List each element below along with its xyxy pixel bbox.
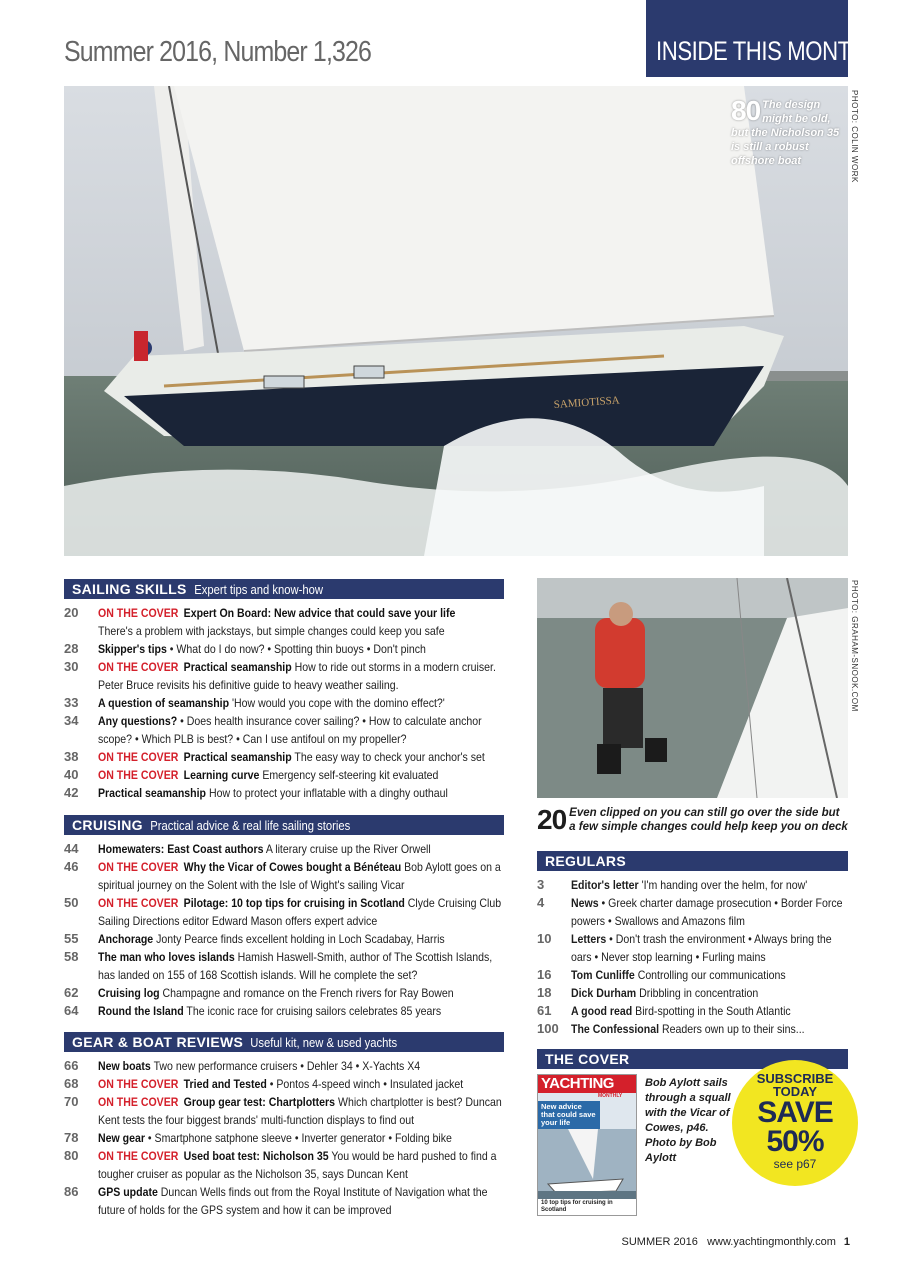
page-number: 64 [64,1003,79,1018]
page-number: 30 [64,659,79,674]
section-title: CRUISING [72,817,143,833]
entry-desc: • Does health insurance cover sailing? • How to calculate anchor scope? • Which PLB is best? • Can I use antifoul on my propeller? [98,714,482,746]
badge-today: TODAY [772,1084,818,1099]
badge-page-ref: see p67 [773,1157,817,1171]
toc-entry[interactable] [64,766,508,784]
page-number: 70 [64,1094,79,1109]
footer-text: SUMMER 2016 www.yachtingmonthly.com [621,1236,836,1248]
entry-title: Any questions? [98,714,178,728]
subscribe-badge[interactable] [732,1060,858,1186]
cover-thumbnail[interactable] [537,1074,637,1216]
page-number: 78 [64,1130,79,1145]
entry-desc: Hamish Haswell-Smith, author of The Scottish Islands, has landed on 155 of 168 Scottish islands. Will he complete the set? [98,950,493,982]
cover-illustration [538,1129,636,1199]
entry-desc: Duncan Wells finds out from the Royal Institute of Navigation what the future of holds for the GPS system and how it can be improved [98,1185,488,1217]
toc-entry[interactable] [64,894,508,930]
toc-entry[interactable] [64,840,508,858]
entry-title: Tried and Tested [183,1077,267,1091]
toc-entry[interactable] [537,930,849,966]
entry-desc: Champagne and romance on the French rivers for Ray Bowen [162,986,454,1000]
page-number: 28 [64,641,79,656]
entry-desc: How to protect your inflatable with a dinghy outhaul [208,786,448,800]
on-the-cover-tag: ON THE COVER [98,660,179,674]
page-footer [622,1236,851,1248]
toc-entry[interactable] [537,876,849,894]
entry-title: Round the Island [98,1004,184,1018]
toc-entry[interactable] [537,1020,849,1038]
badge-subscribe: SUBSCRIBE [756,1071,834,1086]
entry-title: Used boat test: Nicholson 35 [183,1149,329,1163]
page-number: 44 [64,841,79,856]
entry-title: Letters [571,932,607,946]
toc-entry[interactable] [64,712,508,748]
page-number: 40 [64,767,79,782]
entry-desc: • Pontos 4-speed winch • Insulated jacket [266,1077,464,1091]
on-the-cover-tag: ON THE COVER [98,606,179,620]
toc-entry[interactable] [64,984,508,1002]
entry-title: Practical seamanship [183,660,292,674]
page-number: 4 [537,895,545,910]
entry-title: Dick Durham [571,986,637,1000]
section-subtitle: Practical advice & real life sailing stories [150,819,351,833]
page-number: 33 [64,695,79,710]
page-number: 46 [64,859,79,874]
entry-title: Group gear test: Chartplotters [183,1095,336,1109]
skills-caption-page: 20 [537,804,567,835]
entry-desc: • Don't trash the environment • Always bring the oars • Never stop learning • Furling mains [571,932,832,964]
entry-title: Practical seamanship [183,750,292,764]
page-number: 18 [537,985,552,1000]
boat-name: SAMIOTISSA [553,394,621,411]
entry-title: Cruising log [98,986,160,1000]
section-title: GEAR & BOAT REVIEWS [72,1034,244,1050]
entry-title: A good read [571,1004,633,1018]
entry-desc: Jonty Pearce finds excellent holding in Loch Scadabay, Harris [156,932,445,946]
toc-entry[interactable] [64,1075,508,1093]
entry-title: Tom Cunliffe [571,968,635,982]
entry-desc: • Smartphone satphone sleeve • Inverter generator • Folding bike [144,1131,452,1145]
entry-title: Why the Vicar of Cowes bought a Bénéteau [183,860,402,874]
badge-percent: 50% [766,1125,824,1158]
toc-entry[interactable] [64,640,508,658]
page-number: 80 [64,1148,79,1163]
toc-entry[interactable] [537,966,849,984]
page-number: 61 [537,1003,552,1018]
badge-save: SAVE [757,1096,833,1129]
page-number: 55 [64,931,79,946]
entry-desc: 'How would you cope with the domino effect?' [231,696,445,710]
page-number: 3 [537,877,545,892]
page-number: 20 [64,605,79,620]
entry-desc: Readers own up to their sins... [661,1022,805,1036]
on-the-cover-tag: ON THE COVER [98,750,179,764]
on-the-cover-tag: ON THE COVER [98,1077,179,1091]
entry-title: Editor's letter [571,878,639,892]
toc-entry[interactable] [64,1002,508,1020]
toc-entry[interactable] [64,1147,508,1183]
issue-line: Summer 2016, Number 1,326 [64,36,372,68]
section-title: SAILING SKILLS [72,581,187,597]
hero-caption-page: 80 [731,95,761,126]
toc-entry[interactable] [64,948,508,984]
entry-title: Homewaters: East Coast authors [98,842,264,856]
toc-entry[interactable] [64,1129,508,1147]
entry-desc: The easy way to check your anchor's set [294,750,485,764]
cover-footer-line: 10 top tips for cruising in Scotland [538,1199,636,1215]
toc-entry[interactable] [537,894,849,930]
page-number: 38 [64,749,79,764]
entry-desc: Clyde Cruising Club Sailing Directions editor Edward Mason offers expert advice [98,896,502,928]
entry-desc: How to ride out storms in a modern cruiser. Peter Bruce revisits his definitive guide to heavy weather sailing. [98,660,496,692]
on-the-cover-tag: ON THE COVER [98,768,179,782]
entry-title: Pilotage: 10 top tips for cruising in Scotland [183,896,405,910]
entry-title: GPS update [98,1185,158,1199]
entry-desc: 'I'm handing over the helm, for now' [641,878,808,892]
toc-entry[interactable] [64,604,508,640]
section-subtitle: Expert tips and know-how [193,583,323,597]
page-number: 42 [64,785,79,800]
hero-photo-credit: PHOTO: COLIN WORK [850,90,859,183]
entry-title: The Confessional [571,1022,660,1036]
toc-entry[interactable] [64,694,508,712]
toc-entry[interactable] [537,984,849,1002]
section-title: THE COVER [545,1051,630,1067]
entry-title: Learning curve [183,768,260,782]
page-number: 50 [64,895,79,910]
toc-entry[interactable] [64,784,508,802]
skills-caption [537,806,848,834]
entry-desc: • Greek charter damage prosecution • Border Force powers • Swallows and Amazons film [571,896,843,928]
on-the-cover-tag: ON THE COVER [98,860,179,874]
toc-entry[interactable] [64,1057,508,1075]
section-title: REGULARS [545,853,626,869]
entry-desc: Controlling our communications [637,968,786,982]
entry-title: Practical seamanship [98,786,207,800]
page-number: 16 [537,967,552,982]
toc-entry[interactable] [64,1183,508,1219]
entry-desc: Which chartplotter is best? Duncan Kent tests the four biggest brands' multi-function displays to find out [98,1095,502,1127]
section-regulars [537,851,848,871]
page-number: 66 [64,1058,79,1073]
entry-title: New gear [98,1131,145,1145]
entry-title: Expert On Board: New advice that could save your life [183,606,456,620]
skills-illustration [537,578,848,798]
entry-title: Skipper's tips [98,642,167,656]
hero-caption-text: The design might be old, but the Nicholson 35 is still a robust offshore boat [731,99,840,167]
entry-title: New boats [98,1059,151,1073]
inside-this-month-title: INSIDE THIS MONTH [656,36,867,66]
toc-entry[interactable] [64,658,508,694]
toc-entry[interactable] [64,748,508,766]
cover-headline: New advice that could save your life [538,1101,600,1129]
entry-title: News [571,896,599,910]
section-sailing-skills [64,579,504,599]
toc-entry[interactable] [64,1093,508,1129]
inside-this-month-box [646,0,867,77]
page-number: 100 [537,1021,559,1036]
page-number: 68 [64,1076,79,1091]
skills-photo [537,578,848,798]
entry-title: The man who loves islands [98,950,235,964]
entry-desc: Bird-spotting in the South Atlantic [635,1004,791,1018]
section-gear-boat-reviews [64,1032,504,1052]
entry-desc: Dribbling in concentration [639,986,759,1000]
page-number: 58 [64,949,79,964]
hero-caption [731,95,841,168]
entry-desc: The iconic race for cruising sailors celebrates 85 years [186,1004,442,1018]
entry-title: A question of seamanship [98,696,230,710]
cover-caption: Bob Aylott sails through a squall with the Vicar of Cowes, p46. Photo by Bob Aylott [645,1077,731,1164]
toc-entry[interactable] [537,1002,849,1020]
entry-desc: • What do I do now? • Spotting thin buoys • Don't pinch [166,642,426,656]
entry-desc: You would be hard pushed to find a tougher cruiser as popular as the Nicholson 35, says Duncan Kent [98,1149,497,1181]
entry-desc: Bob Aylott goes on a spiritual journey on the Solent with the Isle of Wight's sailing Vicar [98,860,501,892]
page-number: 10 [537,931,552,946]
entry-desc: A literary cruise up the River Orwell [265,842,431,856]
cover-masthead: YACHTING [538,1075,636,1093]
toc-entry[interactable] [64,930,508,948]
entry-desc: Emergency self-steering kit evaluated [262,768,439,782]
skills-caption-text: Even clipped on you can still go over the side but a few simple changes could help keep you on deck [569,807,848,833]
footer-page-number: 1 [843,1236,850,1248]
skills-photo-credit: PHOTO: GRAHAM-SNOOK.COM [850,580,859,712]
toc-entry[interactable] [64,858,508,894]
entry-desc: Two new performance cruisers • Dehler 34 • X-Yachts X4 [153,1059,421,1073]
page-number: 62 [64,985,79,1000]
section-subtitle: Useful kit, new & used yachts [250,1036,398,1050]
entry-desc: There's a problem with jackstays, but simple changes could keep you safe [98,624,445,638]
entry-title: Anchorage [98,932,154,946]
cover-masthead-sub: MONTHLY [598,1093,623,1099]
on-the-cover-tag: ON THE COVER [98,1095,179,1109]
section-cruising [64,815,504,835]
page-number: 86 [64,1184,79,1199]
page-number: 34 [64,713,79,728]
on-the-cover-tag: ON THE COVER [98,1149,179,1163]
on-the-cover-tag: ON THE COVER [98,896,179,910]
